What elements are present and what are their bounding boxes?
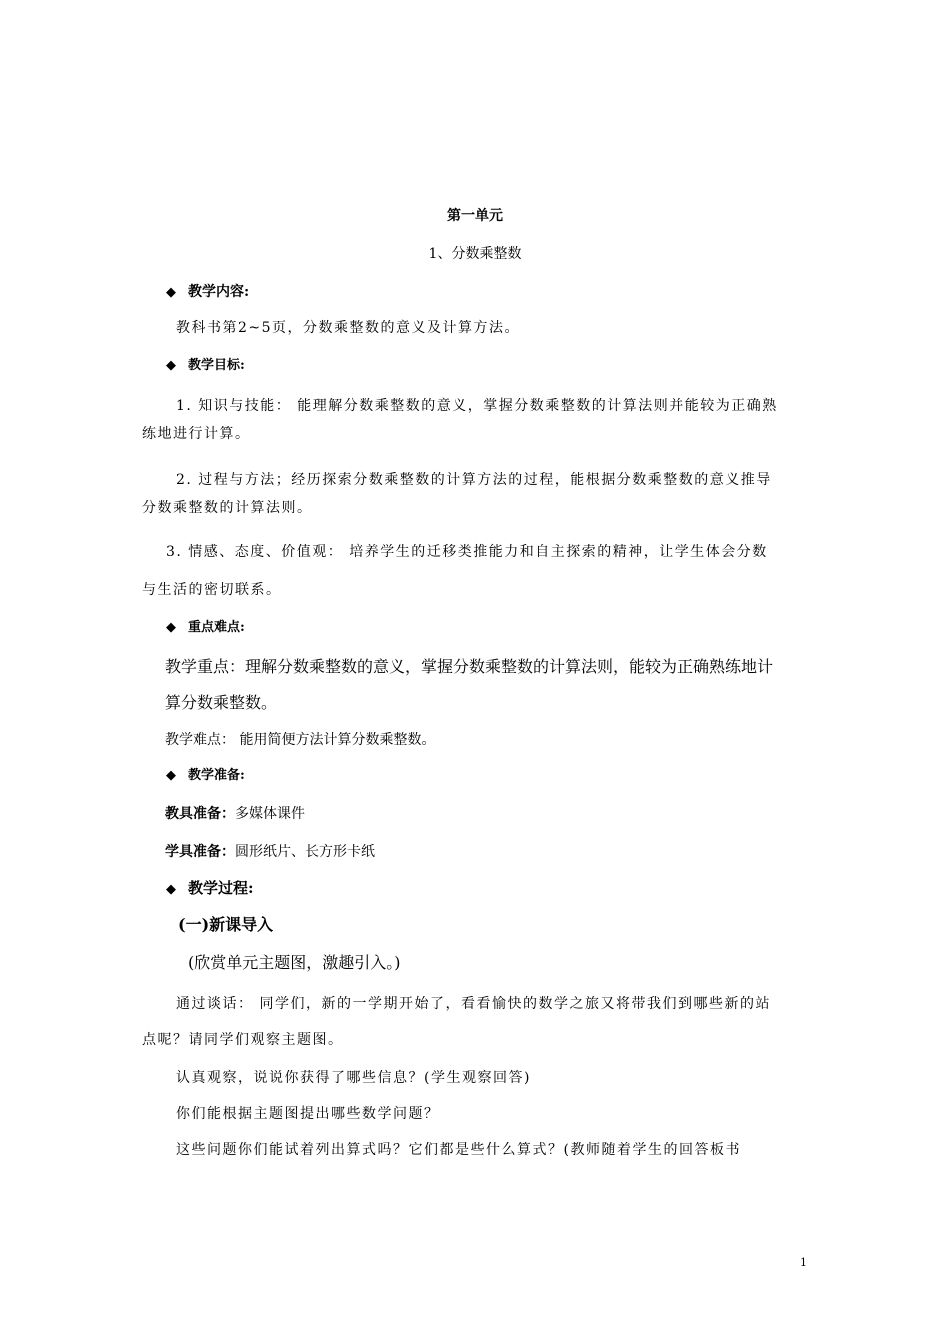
key-line1: 教学重点：理解分数乘整数的意义，掌握分数乘整数的计算法则，能较为正确熟练地计 bbox=[165, 657, 774, 676]
diamond-bullet-icon: ◆ bbox=[166, 358, 176, 373]
prep-heading: 教学准备: bbox=[188, 768, 245, 783]
goal3-line1: 3. 情感、态度、价值观： 培养学生的迁移类推能力和自主探索的精神，让学生体会分数 bbox=[166, 544, 768, 560]
talk-line2: 点呢？请同学们观察主题图。 bbox=[142, 1032, 344, 1048]
process-heading: 教学过程: bbox=[188, 879, 254, 897]
teacher-prep-label: 教具准备： bbox=[165, 806, 235, 822]
content-text: 教科书第2~5页，分数乘整数的意义及计算方法。 bbox=[176, 320, 521, 336]
teacher-prep-value: 多媒体课件 bbox=[235, 806, 305, 822]
page-number: 1 bbox=[800, 1256, 807, 1269]
diamond-bullet-icon: ◆ bbox=[166, 285, 176, 300]
diamond-bullet-icon: ◆ bbox=[166, 768, 176, 783]
process-heading-row bbox=[166, 878, 254, 900]
part1-note: (欣赏单元主题图，激趣引入。) bbox=[188, 953, 401, 972]
difficult-line: 教学难点： 能用简便方法计算分数乘整数。 bbox=[165, 732, 436, 748]
content-heading-row bbox=[166, 282, 249, 303]
key-heading: 重点难点: bbox=[188, 620, 245, 635]
student-prep-row bbox=[165, 842, 375, 862]
content-heading: 教学内容: bbox=[188, 284, 250, 300]
part1-heading: (一)新课导入 bbox=[178, 915, 274, 934]
diamond-bullet-icon: ◆ bbox=[166, 620, 176, 635]
formula-line: 这些问题你们能试着列出算式吗？它们都是些什么算式？(教师随着学生的回答板书 bbox=[176, 1142, 741, 1158]
goal3-line2: 与生活的密切联系。 bbox=[142, 582, 282, 598]
goal1-line2: 练地进行计算。 bbox=[142, 426, 251, 442]
goals-heading-row bbox=[166, 356, 245, 376]
diamond-bullet-icon: ◆ bbox=[166, 882, 176, 897]
goals-heading: 教学目标: bbox=[188, 358, 245, 373]
observe-line: 认真观察，说说你获得了哪些信息？(学生观察回答) bbox=[176, 1070, 531, 1086]
questions-line: 你们能根据主题图提出哪些数学问题？ bbox=[176, 1106, 440, 1122]
prep-heading-row bbox=[166, 766, 245, 786]
lesson-title: 1、分数乘整数 bbox=[428, 246, 522, 262]
key-line2: 算分数乘整数。 bbox=[165, 693, 278, 712]
talk-line1: 通过谈话： 同学们，新的一学期开始了，看看愉快的数学之旅又将带我们到哪些新的站 bbox=[176, 996, 771, 1012]
goal1-line1: 1. 知识与技能： 能理解分数乘整数的意义，掌握分数乘整数的计算法则并能较为正确熟 bbox=[176, 398, 778, 414]
teacher-prep-row bbox=[165, 804, 305, 824]
student-prep-label: 学具准备： bbox=[165, 844, 235, 860]
goal2-line2: 分数乘整数的计算法则。 bbox=[142, 500, 313, 516]
unit-title: 第一单元 bbox=[447, 208, 503, 224]
goal2-line1: 2. 过程与方法；经历探索分数乘整数的计算方法的过程，能根据分数乘整数的意义推导 bbox=[176, 472, 772, 488]
student-prep-value: 圆形纸片、长方形卡纸 bbox=[235, 844, 375, 860]
key-heading-row bbox=[166, 618, 245, 638]
